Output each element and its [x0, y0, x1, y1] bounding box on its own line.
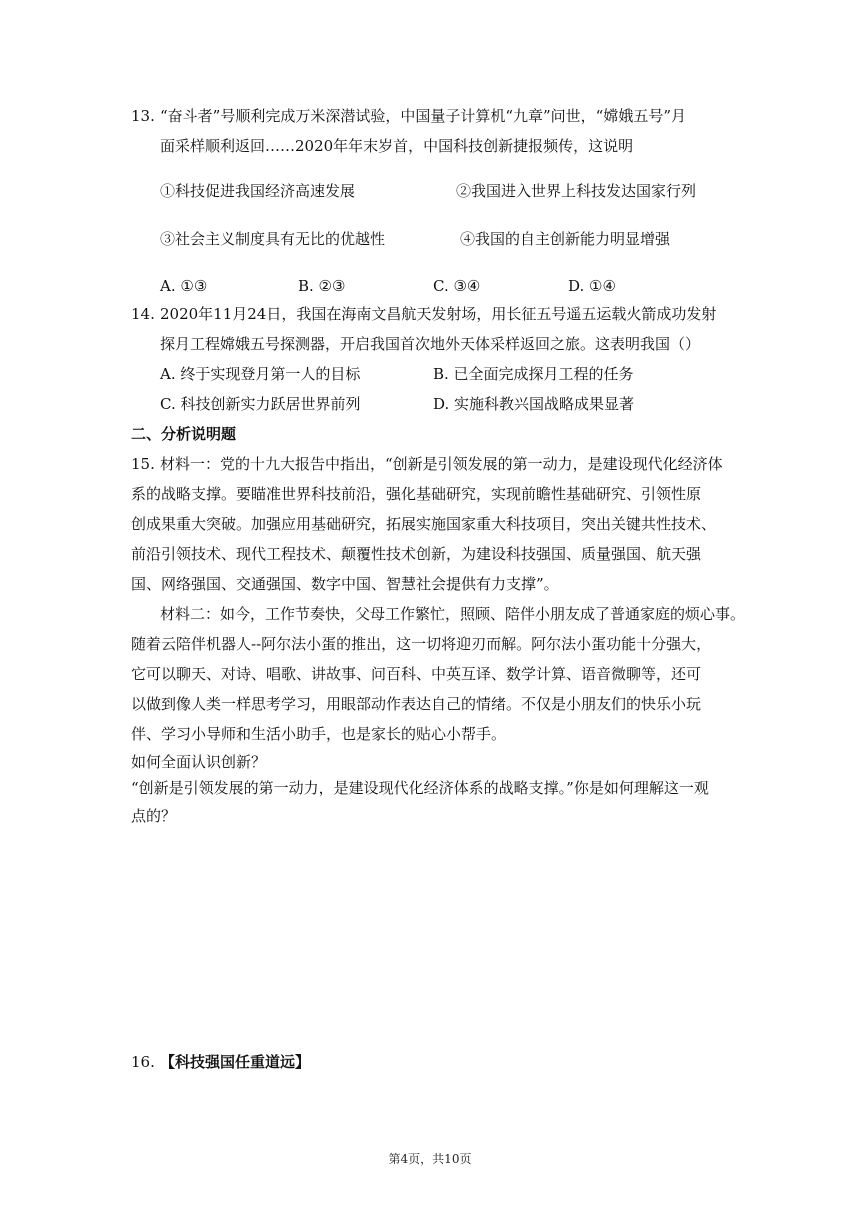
- q13-option-c: C. ③④: [433, 277, 481, 295]
- q16-title: 【科技强国任重道远】: [160, 1053, 311, 1071]
- q15-number: 15.: [131, 455, 155, 473]
- q14-option-b: B. 已全面完成探月工程的任务: [433, 365, 634, 383]
- section-heading: 二、分析说明题: [131, 425, 237, 443]
- q15-question-1: 如何全面认识创新？: [131, 753, 267, 771]
- q14-number: 14.: [131, 305, 155, 323]
- q13-item-2: ②我国进入世界上科技发达国家行列: [456, 182, 697, 200]
- q13-option-d: D. ①④: [568, 277, 616, 295]
- q13-stem-line1: “奋斗者”号顺利完成万米深潜试验，中国量子计算机“九章”问世，“嫦娥五号”月: [160, 107, 687, 125]
- q14-option-c: C. 科技创新实力跃居世界前列: [160, 395, 361, 413]
- q13-item-1: ①科技促进我国经济高速发展: [160, 182, 356, 200]
- q13-number: 13.: [131, 107, 155, 125]
- q15-material1-line: 国、网络强国、交通强国、数字中国、智慧社会提供有力支撑”。: [131, 575, 559, 593]
- q15-material1-line: 系的战略支撑。要瞄准世界科技前沿，强化基础研究，实现前瞻性基础研究、引领性原: [131, 485, 702, 503]
- q15-material1-line: 创成果重大突破。加强应用基础研究，拓展实施国家重大科技项目，突出关键共性技术、: [131, 515, 717, 533]
- page-footer: 第4页，共10页: [388, 1152, 472, 1166]
- q15-question-2-line1: “创新是引领发展的第一动力，是建设现代化经济体系的战略支撑。”你是如何理解这一观: [131, 779, 709, 797]
- q16-number: 16.: [131, 1053, 155, 1071]
- q15-material2-line: 材料二：如今，工作节奏快，父母工作繁忙，照顾、陪伴小朋友成了普通家庭的烦心事。: [160, 605, 746, 623]
- q13-item-4: ④我国的自主创新能力明显增强: [460, 230, 671, 248]
- q15-material2-line: 伴、学习小导师和生活小助手，也是家长的贴心小帮手。: [131, 725, 507, 743]
- q14-option-a: A. 终于实现登月第一人的目标: [160, 365, 361, 383]
- q13-item-3: ③社会主义制度具有无比的优越性: [160, 230, 386, 248]
- q14-option-d: D. 实施科教兴国战略成果显著: [433, 395, 635, 413]
- q13-option-a: A. ①③: [160, 277, 208, 295]
- q15-question-2-line2: 点的？: [131, 807, 177, 825]
- q15-material2-line: 以做到像人类一样思考学习，用眼部动作表达自己的情绪。不仅是小朋友们的快乐小玩: [131, 695, 702, 713]
- q13-stem-line2: 面采样顺利返回……2020年年末岁首，中国科技创新捷报频传，这说明: [160, 137, 634, 155]
- q14-stem-line1: 2020年11月24日，我国在海南文昌航天发射场，用长征五号遥五运载火箭成功发射: [160, 305, 717, 323]
- q14-stem-line2: 探月工程嫦娥五号探测器，开启我国首次地外天体采样返回之旅。这表明我国（）: [160, 335, 701, 353]
- q15-material2-line: 它可以聊天、对诗、唱歌、讲故事、问百科、中英互译、数学计算、语音微聊等，还可: [131, 665, 702, 683]
- q15-material1-line: 前沿引领技术、现代工程技术、颠覆性技术创新，为建设科技强国、质量强国、航天强: [131, 545, 702, 563]
- q15-material1-line: 材料一：党的十九大报告中指出，“创新是引领发展的第一动力，是建设现代化经济体: [160, 455, 723, 473]
- q13-option-b: B. ②③: [298, 277, 346, 295]
- q15-material2-line: 随着云陪伴机器人--阿尔法小蛋的推出，这一切将迎刃而解。阿尔法小蛋功能十分强大，: [131, 635, 712, 653]
